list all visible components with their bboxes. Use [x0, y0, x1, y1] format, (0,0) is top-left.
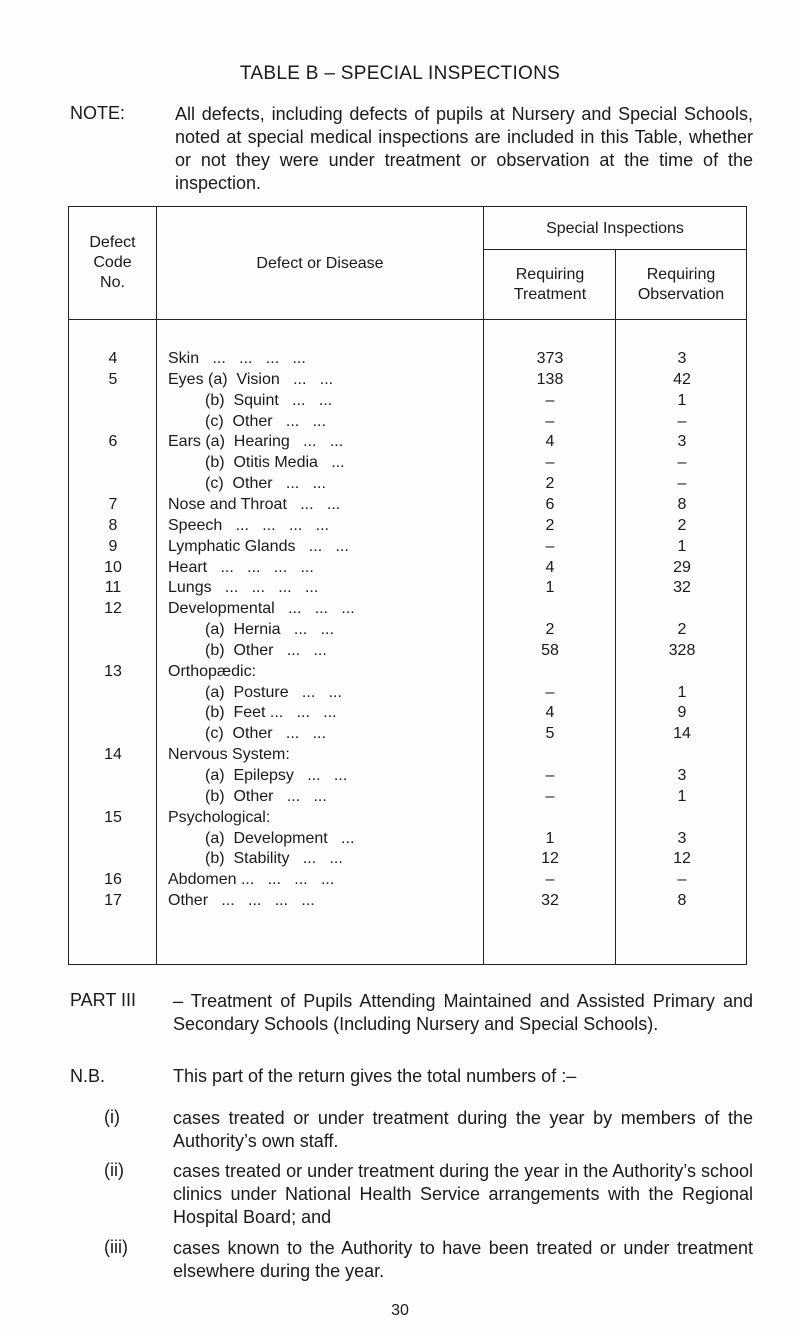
requiring-treatment-value: 4 — [545, 433, 555, 451]
defect-name: (a) Epilepsy ... ... — [205, 767, 348, 784]
requiring-treatment-value: 2 — [545, 516, 555, 534]
table-row — [69, 788, 748, 809]
requiring-treatment-value: 4 — [545, 558, 555, 576]
requiring-observation-value: 328 — [668, 641, 696, 659]
requiring-treatment-value: 5 — [545, 725, 555, 743]
defect-name: Psychological: — [168, 808, 271, 826]
item-label: (i) — [104, 1107, 120, 1127]
item-text: cases treated or under treatment during the year by members of the Authority’s own staff. — [173, 1108, 753, 1151]
requiring-observation-value: 2 — [677, 621, 687, 639]
defect-name: (b) Stability ... ... — [205, 850, 343, 868]
nb-label: N.B. — [70, 1066, 106, 1086]
requiring-treatment-value: 373 — [536, 350, 564, 367]
defect-code: 15 — [104, 808, 122, 826]
defect-name: Heart ... ... ... ... — [168, 558, 314, 576]
part3-text: – Treatment of Pupils Attending Maintained and Assisted Primary and Secondary Schools (Including Nursery and Special Schools). — [173, 991, 753, 1034]
table-row — [69, 830, 748, 851]
page-title: TABLE B – SPECIAL INSPECTIONS — [239, 63, 561, 84]
header-code: Defect Code No. — [89, 234, 136, 291]
requiring-treatment-value: 12 — [541, 850, 559, 868]
table-row — [69, 746, 748, 767]
table-row — [69, 496, 748, 517]
table-row — [69, 871, 748, 892]
requiring-observation-value: – — [677, 871, 687, 889]
table-row — [69, 725, 748, 746]
requiring-observation-value: 9 — [677, 704, 687, 722]
defect-name: (b) Otitis Media ... — [205, 454, 345, 472]
requiring-treatment-value: 58 — [541, 641, 559, 659]
requiring-observation-value: 3 — [677, 767, 687, 784]
requiring-observation-value: 8 — [677, 495, 687, 513]
requiring-observation-value: 3 — [677, 350, 687, 367]
requiring-treatment-value: 1 — [545, 829, 555, 847]
defect-name: (a) Development ... — [205, 829, 355, 847]
item-text: cases known to the Authority to have been treated or under treatment elsewhere during the year. — [173, 1238, 753, 1281]
requiring-observation-value: 1 — [677, 537, 687, 555]
defect-name: (b) Squint ... ... — [205, 391, 333, 409]
defect-name: Lungs ... ... ... ... — [168, 579, 319, 597]
defect-name: Ears (a) Hearing ... ... — [168, 433, 344, 451]
part3-label: PART III — [70, 990, 137, 1010]
header-special-inspections: Special Inspections — [546, 220, 684, 237]
table-row — [69, 371, 748, 392]
requiring-observation-value: 14 — [673, 725, 691, 743]
requiring-observation-value: 1 — [677, 787, 687, 805]
table-row — [69, 475, 748, 496]
table-row — [69, 892, 748, 913]
item-label: (ii) — [104, 1160, 124, 1180]
defect-name: (c) Other ... ... — [205, 412, 326, 430]
defect-name: Skin ... ... ... ... — [168, 350, 306, 367]
item-text: cases treated or under treatment during the year in the Authority’s school clinics under National Health Service arrangements with the Regional Hospital Board; and — [173, 1161, 753, 1227]
requiring-observation-value: 3 — [677, 433, 687, 451]
header-disease: Defect or Disease — [256, 255, 384, 272]
note-label: NOTE: — [70, 103, 126, 123]
requiring-treatment-value: – — [545, 767, 555, 784]
defect-code: 8 — [108, 516, 118, 534]
table-row — [69, 663, 748, 684]
nb-text: This part of the return gives the total numbers of :– — [173, 1066, 577, 1086]
defect-name: Eyes (a) Vision ... ... — [168, 370, 334, 388]
requiring-treatment-value: 2 — [545, 475, 555, 493]
table-row — [69, 517, 748, 538]
defect-code: 7 — [108, 495, 118, 513]
header-requiring-observation: Requiring Observation — [637, 266, 725, 303]
requiring-treatment-value: 1 — [545, 579, 555, 597]
table-row — [69, 538, 748, 559]
defect-code: 11 — [104, 579, 122, 597]
requiring-treatment-value: – — [545, 412, 555, 430]
defect-name: (b) Other ... ... — [205, 787, 327, 805]
requiring-observation-value: 42 — [673, 370, 691, 388]
defect-code: 4 — [108, 350, 118, 367]
requiring-observation-value: 8 — [677, 892, 687, 910]
defect-name: Abdomen ... ... ... ... — [168, 871, 335, 889]
defect-code: 5 — [108, 370, 118, 388]
table-row — [69, 704, 748, 725]
table-row — [69, 642, 748, 663]
table-row — [69, 684, 748, 705]
requiring-observation-value: – — [677, 412, 687, 430]
table-row — [69, 579, 748, 600]
requiring-treatment-value: 2 — [545, 621, 555, 639]
defect-name: (a) Posture ... ... — [205, 683, 342, 701]
requiring-treatment-value: – — [545, 871, 555, 889]
table-row — [69, 850, 748, 871]
defect-name: Lymphatic Glands ... ... — [168, 537, 349, 555]
defect-name: (b) Other ... ... — [205, 641, 327, 659]
defect-code: 6 — [108, 433, 118, 451]
requiring-observation-value: 2 — [677, 516, 687, 534]
defect-code: 13 — [104, 662, 122, 680]
note-text: All defects, including defects of pupils at Nursery and Special Schools, noted at special medical inspections are included in this Table, whether or not they were under treatment or observation at the time of the inspection. — [175, 104, 753, 193]
page-number: 30 — [391, 1302, 409, 1319]
table-row — [69, 767, 748, 788]
requiring-treatment-value: – — [545, 787, 555, 805]
header-requiring-treatment: Requiring Treatment — [513, 266, 587, 303]
table-row — [69, 433, 748, 454]
defect-name: Speech ... ... ... ... — [168, 516, 329, 534]
requiring-treatment-value: – — [545, 537, 555, 555]
defect-code: 16 — [104, 871, 122, 889]
requiring-treatment-value: – — [545, 683, 555, 701]
defect-code: 14 — [104, 746, 122, 764]
table-row — [69, 454, 748, 475]
defect-code: 10 — [104, 558, 122, 576]
requiring-observation-value: 29 — [673, 558, 691, 576]
requiring-observation-value: – — [677, 454, 687, 472]
defect-name: (c) Other ... ... — [205, 475, 326, 493]
requiring-observation-value: 1 — [677, 391, 687, 409]
requiring-treatment-value: – — [545, 391, 555, 409]
defect-code: 12 — [104, 600, 122, 618]
table-row — [69, 621, 748, 642]
defect-name: Developmental ... ... ... — [168, 600, 355, 618]
defect-code: 17 — [104, 892, 122, 910]
defect-code: 9 — [108, 537, 118, 555]
table-row — [69, 559, 748, 580]
item-label: (iii) — [104, 1237, 128, 1257]
requiring-observation-value: – — [677, 475, 687, 493]
defect-name: (b) Feet ... ... ... — [205, 704, 337, 722]
table-row — [69, 413, 748, 434]
requiring-treatment-value: 4 — [545, 704, 555, 722]
requiring-observation-value: 32 — [673, 579, 691, 597]
table-row — [69, 600, 748, 621]
special-inspections-table — [68, 206, 747, 965]
requiring-treatment-value: 32 — [541, 892, 559, 910]
defect-name: Nervous System: — [168, 746, 290, 764]
defect-name: Orthopædic: — [168, 662, 257, 680]
requiring-treatment-value: – — [545, 454, 555, 472]
defect-name: Other ... ... ... ... — [168, 892, 315, 910]
table-row — [69, 809, 748, 830]
defect-name: (c) Other ... ... — [205, 725, 326, 743]
requiring-treatment-value: 138 — [536, 370, 564, 388]
requiring-observation-value: 1 — [677, 683, 687, 701]
table-row — [69, 350, 748, 371]
defect-name: (a) Hernia ... ... — [205, 621, 334, 639]
requiring-treatment-value: 6 — [545, 495, 555, 513]
requiring-observation-value: 3 — [677, 829, 687, 847]
defect-name: Nose and Throat ... ... — [168, 495, 341, 513]
requiring-observation-value: 12 — [673, 850, 691, 868]
table-row — [69, 392, 748, 413]
